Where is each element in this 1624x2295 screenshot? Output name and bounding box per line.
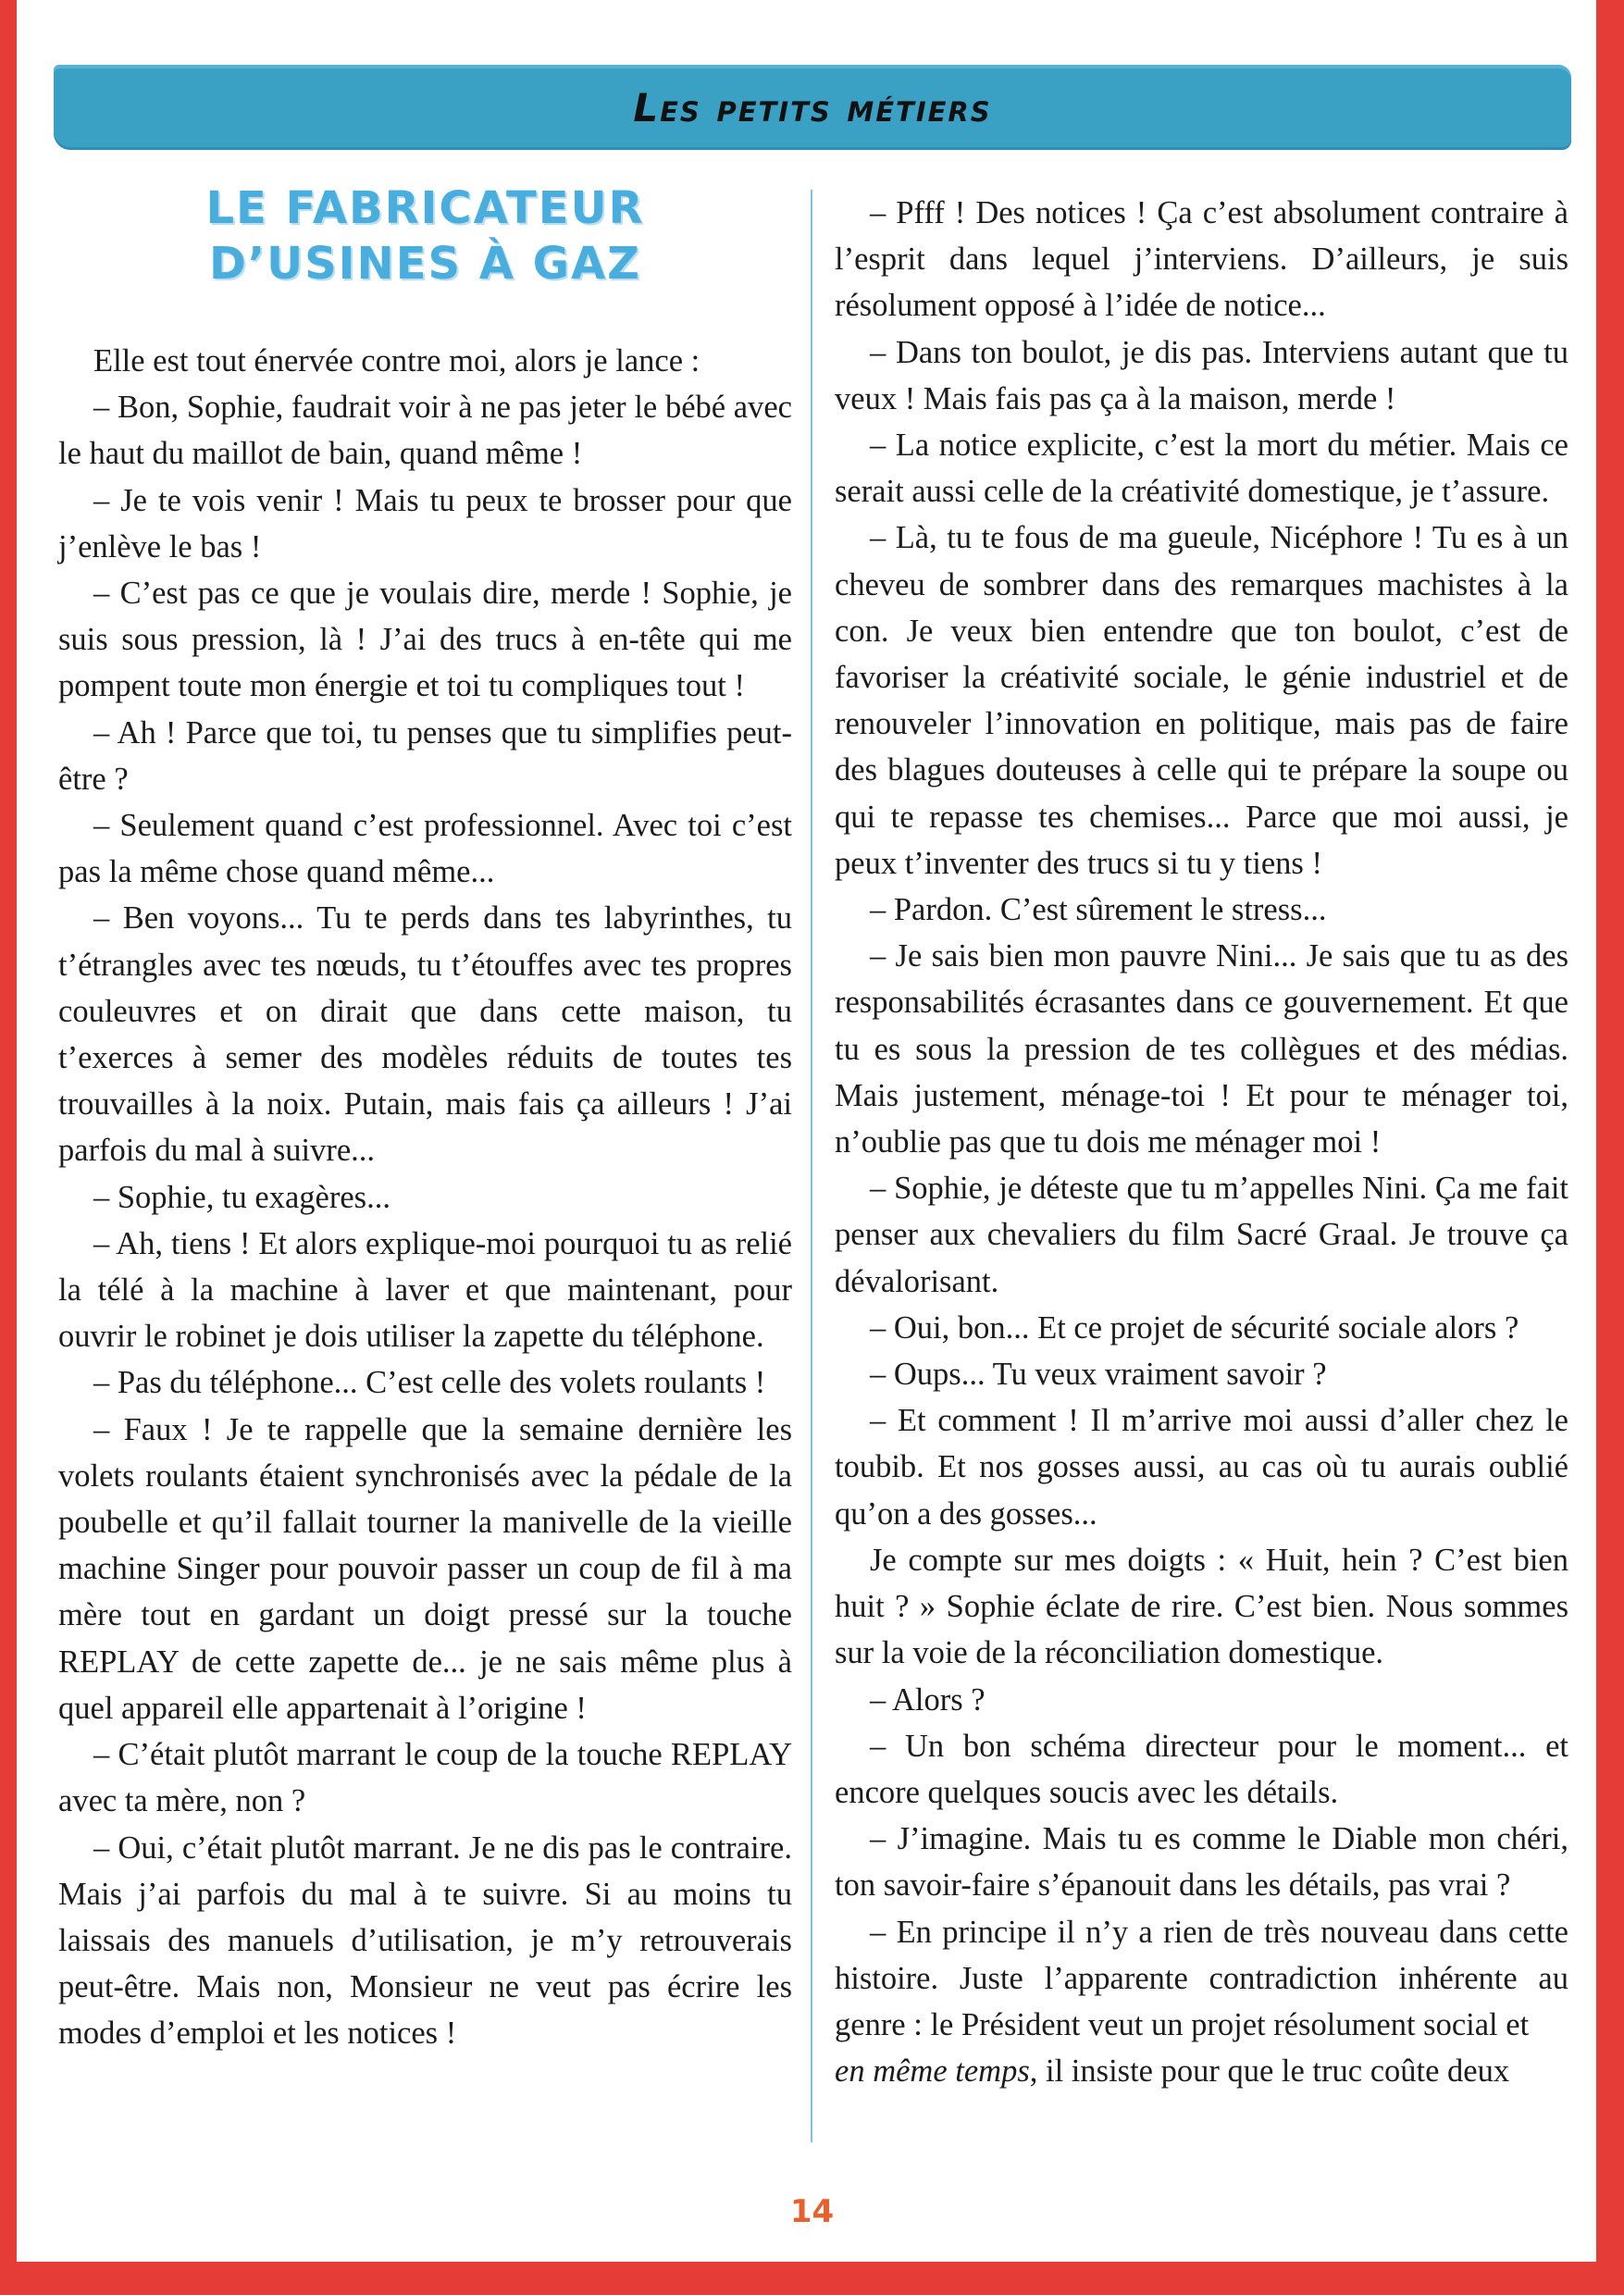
- paragraph: – En principe il n’y a rien de très nouveau dans cette histoire. Juste l’apparente contradiction inhérente au genre : le Président veut un projet résolument social et: [835, 1914, 1568, 2042]
- paragraph: – Là, tu te fous de ma gueule, Nicéphore ! Tu es à un cheveu de sombrer dans des remarques machistes à la con. Je veux bien entendre que ton boulot, c’est de favoriser la créativité sociale, le génie industriel et de renouveler l’innovation en politique, mais pas de faire des blagues douteuses à celle qui te prépare la soupe ou qui te repasse tes chemises... Parce que moi aussi, je peux t’inventer des trucs si tu y tiens !: [835, 520, 1568, 881]
- paragraph: – Je te vois venir ! Mais tu peux te brosser pour que j’enlève le bas !: [58, 482, 792, 564]
- paragraph: – Ah ! Parce que toi, tu penses que tu simplifies peut-être ?: [58, 714, 792, 797]
- paragraph: – Pas du téléphone... C’est celle des volets roulants !: [93, 1365, 766, 1401]
- paragraph: – Oui, c’était plutôt marrant. Je ne dis pas le contraire. Mais j’ai parfois du mal à te suivre. Si au moins tu laissais des manuels d’utilisation, je m’y retrouverais peut-être. Mais non, Monsieur ne veut pas écrire les modes d’emploi et les notices !: [58, 1830, 792, 2052]
- article-title-line1: LE FABRICATEUR: [205, 182, 645, 234]
- page-border-right: [1596, 0, 1624, 2295]
- paragraph: – Alors ?: [870, 1681, 986, 1718]
- page-border-left: [0, 0, 17, 2295]
- paragraph-continued-text: , il insiste pour que le truc coûte deux: [1029, 2053, 1510, 2090]
- section-banner: [54, 65, 1571, 150]
- left-column: [58, 180, 792, 2057]
- paragraph: – C’est pas ce que je voulais dire, merde ! Sophie, je suis sous pression, là ! J’ai des trucs à en-tête qui me pompent toute mon énergie et toi tu compliques tout !: [58, 576, 792, 704]
- paragraph: – Dans ton boulot, je dis pas. Interviens autant que tu veux ! Mais fais pas ça à la maison, merde !: [835, 334, 1568, 416]
- paragraph: – Seulement quand c’est professionnel. Avec toi c’est pas la même chose quand même...: [58, 808, 792, 890]
- paragraph: – Bon, Sophie, faudrait voir à ne pas jeter le bébé avec le haut du maillot de bain, quand même !: [58, 390, 792, 472]
- paragraph: – Je sais bien mon pauvre Nini... Je sais que tu as des responsabilités écrasantes dans ce gouvernement. Et que tu es sous la pression de tes collègues et des médias. Mais justement, ménage-toi ! Et pour te ménager toi, n’oublie pas que tu dois me ménager moi !: [835, 938, 1568, 1160]
- paragraph: – Ah, tiens ! Et alors explique-moi pourquoi tu as relié la télé à la machine à laver et que maintenant, pour ouvrir le robinet je dois utiliser la zapette du téléphone.: [58, 1225, 792, 1355]
- right-column: [835, 190, 1568, 2094]
- paragraph: – Sophie, tu exagères...: [93, 1179, 391, 1215]
- paragraph: – Ben voyons... Tu te perds dans tes labyrinthes, tu t’étrangles avec tes nœuds, tu t’étouffes avec tes propres couleuvres et on dirait que dans cette maison, tu t’exerces à semer des modèles réduits de toutes tes trouvailles à la noix. Putain, mais fais ça ailleurs ! J’ai parfois du mal à suivre...: [58, 900, 792, 1169]
- paragraph: – Et comment ! Il m’arrive moi aussi d’aller chez le toubib. Et nos gosses aussi, au cas où tu aurais oublié qu’on a des gosses...: [835, 1403, 1568, 1532]
- paragraph: – J’imagine. Mais tu es comme le Diable mon chéri, ton savoir-faire s’épanouit dans les détails, pas vrai ?: [835, 1821, 1568, 1904]
- paragraph: – La notice explicite, c’est la mort du métier. Mais ce serait aussi celle de la créativité domestique, je t’assure.: [835, 428, 1568, 510]
- article-title-line2: D’USINES À GAZ: [209, 238, 641, 290]
- article-title: [58, 180, 792, 292]
- section-title: Les petits métiers: [633, 84, 992, 130]
- paragraph: – Faux ! Je te rappelle que la semaine dernière les volets roulants étaient synchronisés avec la pédale de la poubelle et qu’il fallait tourner la manivelle de la vieille machine Singer pour pouvoir passer un coup de fil à ma mère tout en gardant un doigt pressé sur la touche REPLAY de cette zapette de... je ne sais même plus à quel appareil elle appartenait à l’origine !: [58, 1411, 792, 1726]
- paragraph-continued: [835, 2048, 1568, 2094]
- paragraph: Je compte sur mes doigts : « Huit, hein ? C’est bien huit ? » Sophie éclate de rire. C’est bien. Nous sommes sur la voie de la réconciliation domestique.: [835, 1542, 1568, 1671]
- paragraph: – Pardon. C’est sûrement le stress...: [870, 892, 1327, 928]
- emphasis: en même temps: [835, 2053, 1030, 2090]
- paragraph: Elle est tout énervée contre moi, alors je lance :: [93, 343, 700, 378]
- paragraph: – Oui, bon... Et ce projet de sécurité sociale alors ?: [870, 1309, 1519, 1346]
- paragraph: – Sophie, je déteste que tu m’appelles Nini. Ça me fait penser aux chevaliers du film Sacré Graal. Je trouve ça dévalorisant.: [835, 1171, 1568, 1299]
- page-number: 14: [789, 2193, 835, 2230]
- page-border-bottom: [0, 2262, 1624, 2295]
- paragraph: – Oups... Tu veux vraiment savoir ?: [870, 1357, 1327, 1393]
- paragraph: – Un bon schéma directeur pour le moment... et encore quelques soucis avec les détails.: [835, 1728, 1568, 1810]
- paragraph: – Pfff ! Des notices ! Ça c’est absolument contraire à l’esprit dans lequel j’interviens. D’ailleurs, je suis résolument opposé à l’idée de notice...: [835, 195, 1568, 324]
- paragraph: – C’était plutôt marrant le coup de la touche REPLAY avec ta mère, non ?: [58, 1737, 792, 1819]
- column-divider: [811, 190, 812, 2142]
